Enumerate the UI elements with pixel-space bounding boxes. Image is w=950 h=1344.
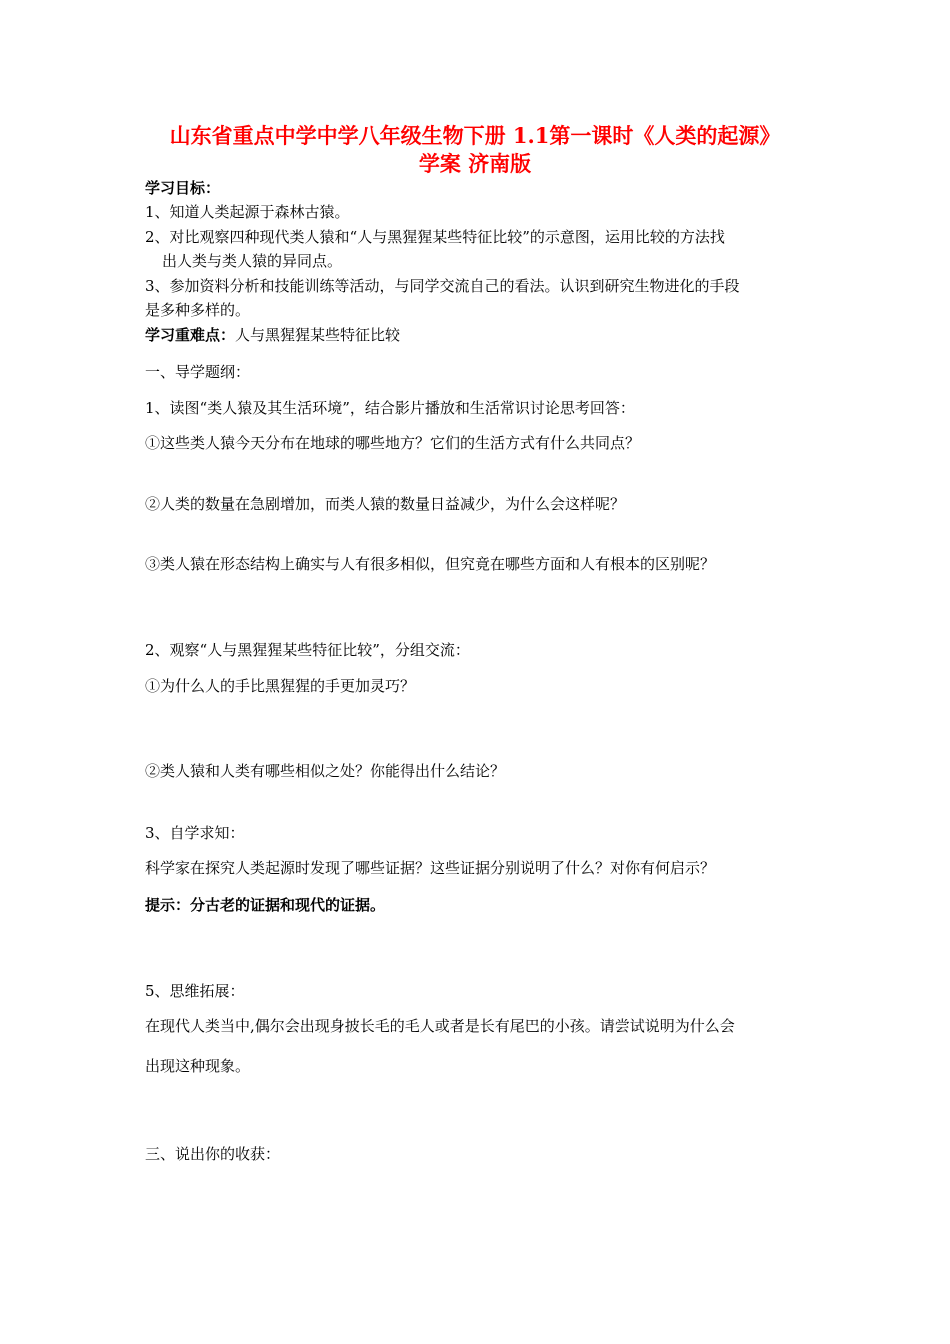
objective-2-line-2: 出人类与类人猿的异同点。: [162, 252, 343, 270]
question-1-intro: 1、读图“类人猿及其生活环境”，结合影片播放和生活常识讨论思考回答：: [145, 399, 635, 417]
question-1-a: ①这些类人猿今天分布在地球的哪些地方？它们的生活方式有什么共同点？: [145, 434, 641, 452]
objectives-heading: 学习目标：: [145, 179, 221, 197]
question-2-b: ②类人猿和人类有哪些相似之处？你能得出什么结论？: [145, 762, 506, 780]
document-title-line-2: 学案 济南版: [418, 151, 532, 176]
key-points-heading: 学习重难点：: [145, 326, 236, 344]
objective-2-line-1: 2、对比观察四种现代类人猿和“人与黑猩猩某些特征比较”的示意图，运用比较的方法找: [145, 228, 725, 246]
question-3-intro: 3、自学求知：: [145, 824, 245, 842]
section-3-heading: 三、说出你的收获：: [145, 1145, 281, 1163]
question-2-intro: 2、观察“人与黑猩猩某些特征比较”，分组交流：: [145, 641, 470, 659]
section-1-heading: 一、导学题纲：: [145, 363, 251, 381]
question-3-text: 科学家在探究人类起源时发现了哪些证据？这些证据分别说明了什么？对你有何启示？: [145, 859, 716, 877]
key-points-text: 人与黑猩猩某些特征比较: [235, 326, 401, 344]
objective-1: 1、知道人类起源于森林古猿。: [145, 203, 350, 221]
objective-3-line-2: 是多种多样的。: [145, 301, 251, 319]
question-1-b: ②人类的数量在急剧增加，而类人猿的数量日益减少，为什么会这样呢？: [145, 495, 626, 513]
question-2-a: ①为什么人的手比黑猩猩的手更加灵巧？: [145, 677, 416, 695]
question-5-text-line-2: 出现这种现象。: [145, 1057, 251, 1075]
question-5-intro: 5、思维拓展：: [145, 982, 245, 1000]
objective-3-line-1: 3、参加资料分析和技能训练等活动，与同学交流自己的看法。认识到研究生物进化的手段: [145, 277, 740, 295]
question-1-c: ③类人猿在形态结构上确实与人有很多相似，但究竟在哪些方面和人有根本的区别呢？: [145, 555, 716, 573]
document-title-line-1: 山东省重点中学中学八年级生物下册 1.1第一课时《人类的起源》: [169, 123, 781, 148]
key-points: [145, 324, 400, 346]
question-3-hint: 提示：分古老的证据和现代的证据。: [145, 896, 386, 914]
question-5-text-line-1: 在现代人类当中,偶尔会出现身披长毛的毛人或者是长有尾巴的小孩。请尝试说明为什么会: [145, 1017, 735, 1035]
